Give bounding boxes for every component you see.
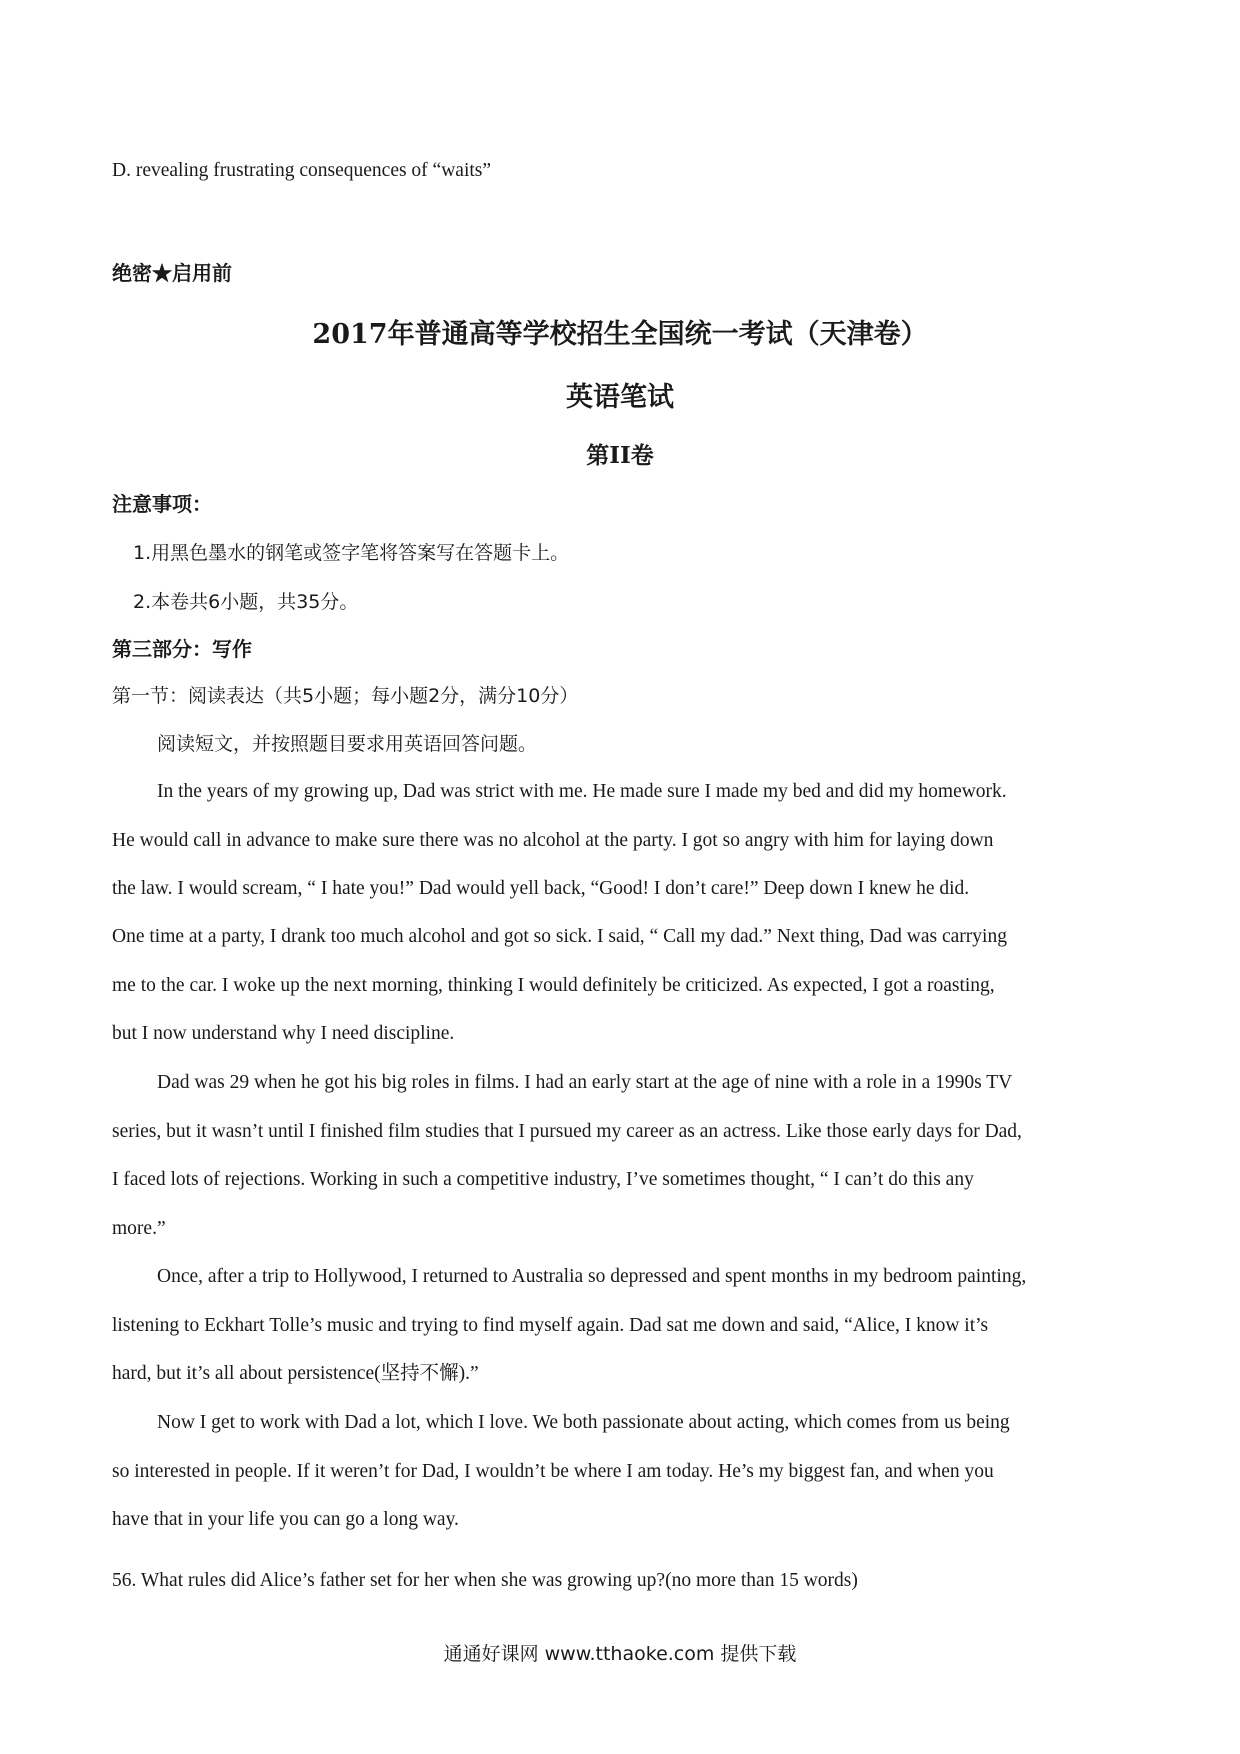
passage-line: Dad was 29 when he got his big roles in films. I had an early start at the age of nine with a role in a 1990s TV [157, 1072, 1013, 1093]
passage-paragraph-5 [112, 1399, 1130, 1545]
passage-line: more.” [112, 1217, 166, 1239]
subject-title: 英语笔试 [566, 382, 674, 413]
passage-paragraph-3 [112, 1059, 1130, 1253]
passage-line: Once, after a trip to Hollywood, I returned to Australia so depressed and spent months in my bedroom painting, [157, 1266, 1027, 1287]
passage-line: I faced lots of rejections. Working in such a competitive industry, I’ve sometimes thought, “ I can’t do this any [112, 1169, 974, 1190]
passage-line: have that in your life you can go a long way. [112, 1509, 459, 1530]
passage-paragraph-4 [112, 1253, 1130, 1399]
passage-paragraph-1 [112, 768, 1130, 914]
passage-line: In the years of my growing up, Dad was strict with me. He made sure I made my bed and did my homework. [157, 781, 1007, 802]
passage-line: me to the car. I woke up the next morning, thinking I would definitely be criticized. As expected, I got a roasting, [112, 974, 995, 996]
passage-line: hard, but it’s all about persistence(坚持不懈).” [112, 1363, 479, 1384]
instruction-text: 阅读短文，并按照题目要求用英语回答问题。 [157, 733, 538, 755]
passage-line: the law. I would scream, “ I hate you!” Dad would yell back, “Good! I don’t care!” Deep down I knew he did. [112, 878, 970, 899]
passage-paragraph-2 [112, 913, 1130, 1059]
volume-title: 第II卷 [586, 442, 654, 469]
answer-option-d: D. revealing frustrating consequences of “waits” [112, 160, 492, 181]
passage-line: so interested in people. If it weren’t for Dad, I wouldn’t be where I am today. He’s my biggest fan, and when you [112, 1460, 994, 1482]
passage-line: listening to Eckhart Tolle’s music and trying to find myself again. Dad sat me down and said, “Alice, I know it’s [112, 1314, 989, 1336]
footer-source: 通通好课网 www.tthaoke.com 提供下载 [443, 1643, 797, 1665]
passage-line: Now I get to work with Dad a lot, which I love. We both passionate about acting, which comes from us being [157, 1412, 1010, 1433]
passage-line: One time at a party, I drank too much alcohol and got so sick. I said, “ Call my dad.” Next thing, Dad was carrying [112, 926, 1007, 947]
passage-line: He would call in advance to make sure there was no alcohol at the party. I got so angry with him for laying down [112, 829, 994, 851]
confidential-label: 绝密★启用前 [112, 261, 232, 285]
section-heading: 第一节：阅读表达（共5小题；每小题2分，满分10分） [112, 685, 579, 707]
notice-heading: 注意事项： [112, 492, 212, 516]
passage-line: series, but it wasn’t until I finished film studies that I pursued my career as an actress. Like those early days for Dad, [112, 1120, 1022, 1142]
exam-title: 2017年普通高等学校招生全国统一考试（天津卷） [312, 319, 928, 350]
notice-item: 1.用黑色墨水的钢笔或签字笔将答案写在答题卡上。 [133, 542, 570, 564]
question-56: 56. What rules did Alice’s father set for her when she was growing up?(no more than 15 words) [112, 1570, 858, 1591]
passage-line: but I now understand why I need discipline. [112, 1023, 455, 1044]
notice-item: 2.本卷共6小题，共35分。 [133, 591, 359, 613]
part-heading: 第三部分：写作 [112, 637, 252, 661]
